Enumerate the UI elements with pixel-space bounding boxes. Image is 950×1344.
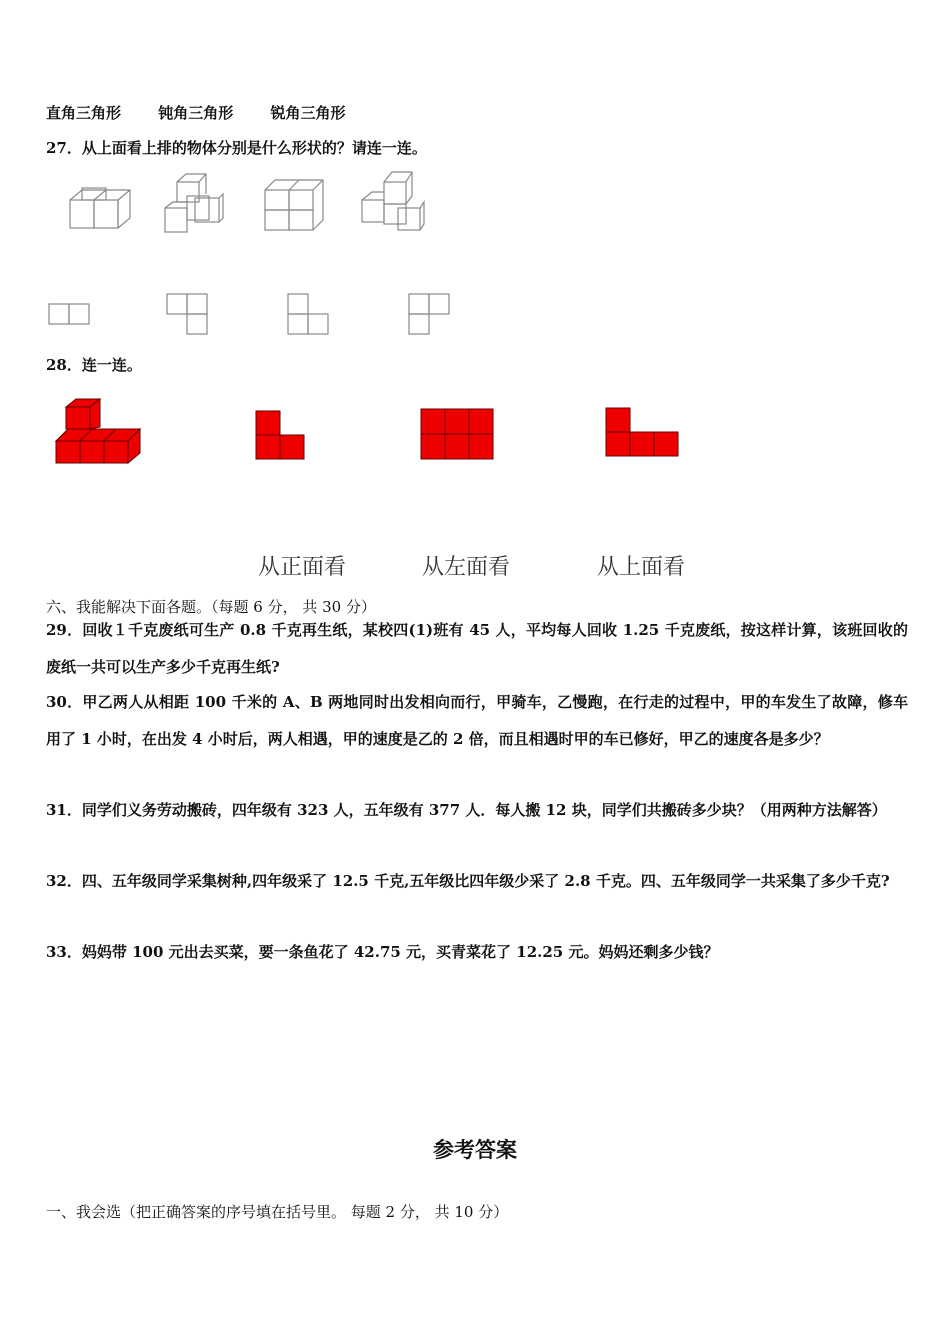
option-obtuse-triangle: 钝角三角形 (158, 104, 234, 122)
question-33: 33．妈妈带 100 元出去买菜，要一条鱼花了 42.75 元，买青菜花了 12.25 元。妈妈还剩多少钱？ (46, 943, 719, 961)
cube-object-3 (265, 180, 323, 230)
question-28: 28．连一连。 (46, 356, 142, 374)
view-top-label: 从上面看 (597, 555, 686, 580)
cube-object-1 (70, 188, 130, 228)
cube-objects-row (60, 168, 440, 240)
cube-object-2 (165, 174, 223, 232)
cube-object-4 (362, 172, 424, 230)
option-right-triangle: 直角三角形 (46, 104, 122, 122)
top-view-shape-1 (49, 304, 89, 324)
section-6-heading: 六、我能解决下面各题。（每题 6 分， 共 30 分） (46, 598, 376, 616)
question-30: 30．甲乙两人从相距 100 千米的 A、B 两地同时出发相向而行，甲骑车，乙慢跑，在行走的过程中，甲的车发生了故障，修车用了 1 小时，在出发 4 小时后，两人相遇，甲的速度是乙的 2 倍，而且相遇时甲的车已修好，甲乙的速度各是多少？ (46, 693, 908, 748)
triangle-options (46, 102, 378, 123)
red-view-l-long (604, 406, 682, 460)
view-front-label: 从正面看 (258, 555, 347, 580)
top-view-shape-3 (288, 294, 328, 334)
top-view-shape-2 (167, 294, 207, 334)
question-31: 31．同学们义务劳动搬砖，四年级有 323 人，五年级有 377 人．每人搬 12 块，同学们共搬砖多少块？（用两种方法解答） (46, 801, 887, 819)
answer-title: 参考答案 (433, 1138, 517, 1162)
view-left-label: 从左面看 (422, 555, 511, 580)
red-view-grid (419, 407, 495, 461)
top-view-shapes-row (45, 290, 455, 338)
option-acute-triangle: 锐角三角形 (270, 104, 346, 122)
red-cube-solid (52, 395, 152, 467)
red-view-l-small (254, 409, 306, 461)
top-view-shape-4 (409, 294, 449, 334)
question-29: 29．回收１千克废纸可生产 0.8 千克再生纸，某校四(1)班有 45 人，平均每人回收 1.25 千克废纸，按这样计算，该班回收的废纸一共可以生产多少千克再生纸? (46, 621, 908, 676)
question-27: 27．从上面看上排的物体分别是什么形状的？请连一连。 (46, 139, 427, 157)
section-1-heading: 一、我会选（把正确答案的序号填在括号里。 每题 2 分， 共 10 分） (46, 1203, 509, 1221)
question-32: 32．四、五年级同学采集树种,四年级采了 12.5 千克,五年级比四年级少采了 2.8 千克。四、五年级同学一共采集了多少千克? (46, 872, 890, 890)
